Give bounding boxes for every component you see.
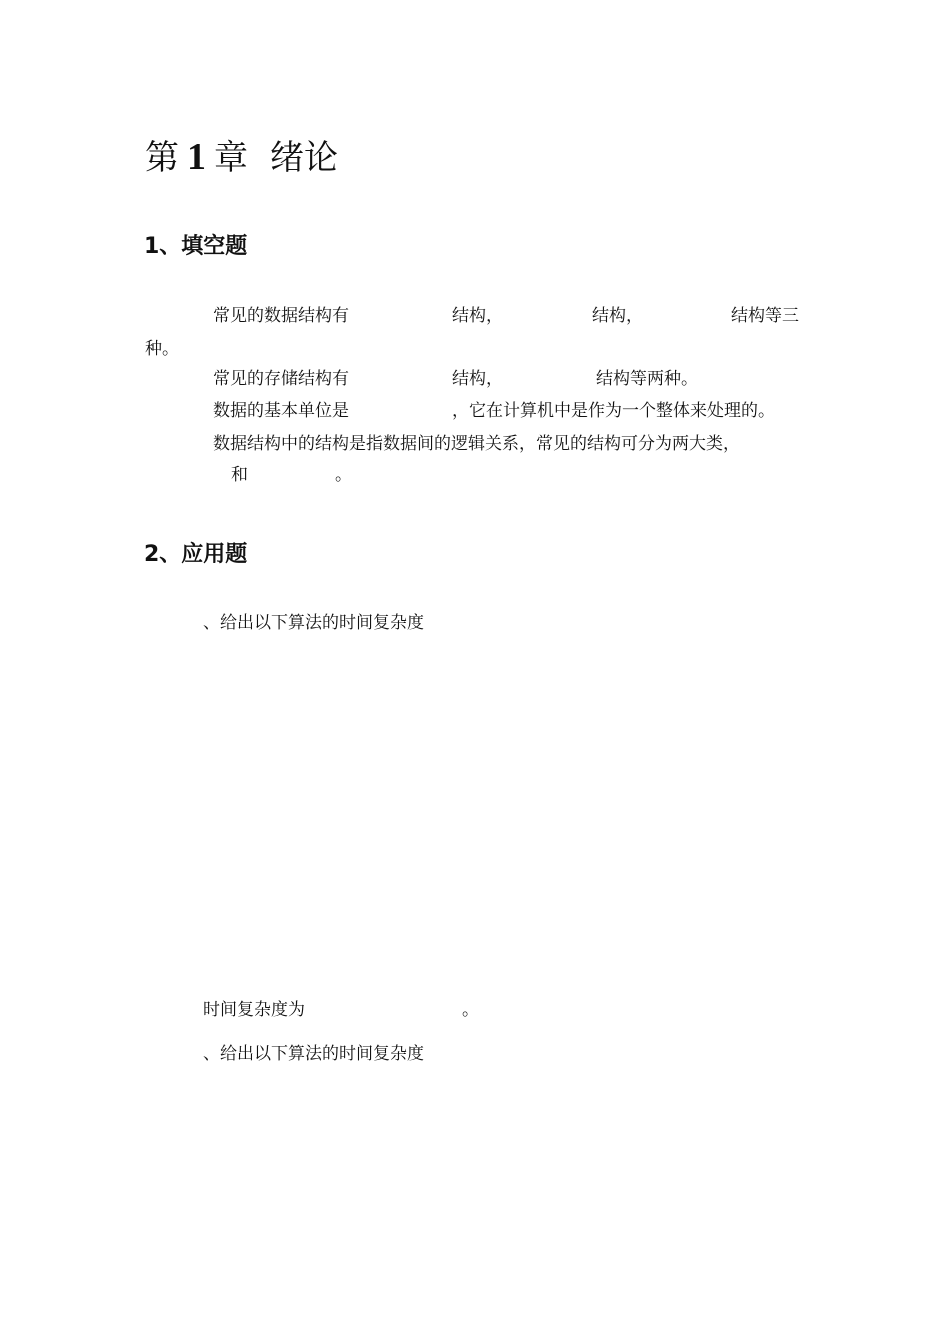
q2-text-1: 常见的存储结构有: [213, 369, 349, 389]
q1-text-2: 结构，: [452, 306, 503, 326]
answer-label: 时间复杂度为: [203, 1000, 305, 1020]
chapter-title: [145, 138, 338, 176]
chapter-prefix: 第: [145, 138, 179, 178]
answer-end: 。: [462, 1000, 479, 1020]
q1-text-3: 结构，: [592, 306, 643, 326]
app-item-1: 、给出以下算法的时间复杂度: [203, 613, 424, 633]
section-heading-application: 2、应用题: [144, 542, 248, 567]
chapter-name: 绪论: [270, 138, 338, 178]
app-item-2: 、给出以下算法的时间复杂度: [203, 1044, 424, 1064]
section-heading-fill-in: 1、填空题: [144, 234, 248, 259]
q1-text-1: 常见的数据结构有: [213, 306, 349, 326]
q4-text-2: 和: [231, 465, 248, 485]
q3-text-1: 数据的基本单位是: [213, 401, 349, 421]
q1-text-5: 种。: [145, 339, 179, 359]
chapter-suffix: 章: [214, 138, 248, 178]
q2-text-3: 结构等两种。: [596, 369, 698, 389]
q1-text-4: 结构等三: [731, 306, 799, 326]
chapter-number: 1: [187, 136, 206, 178]
q4-text-1: 数据结构中的结构是指数据间的逻辑关系，常见的结构可分为两大类，: [213, 434, 740, 454]
q4-text-3: 。: [335, 465, 352, 485]
q3-text-2: ，它在计算机中是作为一个整体来处理的。: [452, 401, 775, 421]
q2-text-2: 结构，: [452, 369, 503, 389]
